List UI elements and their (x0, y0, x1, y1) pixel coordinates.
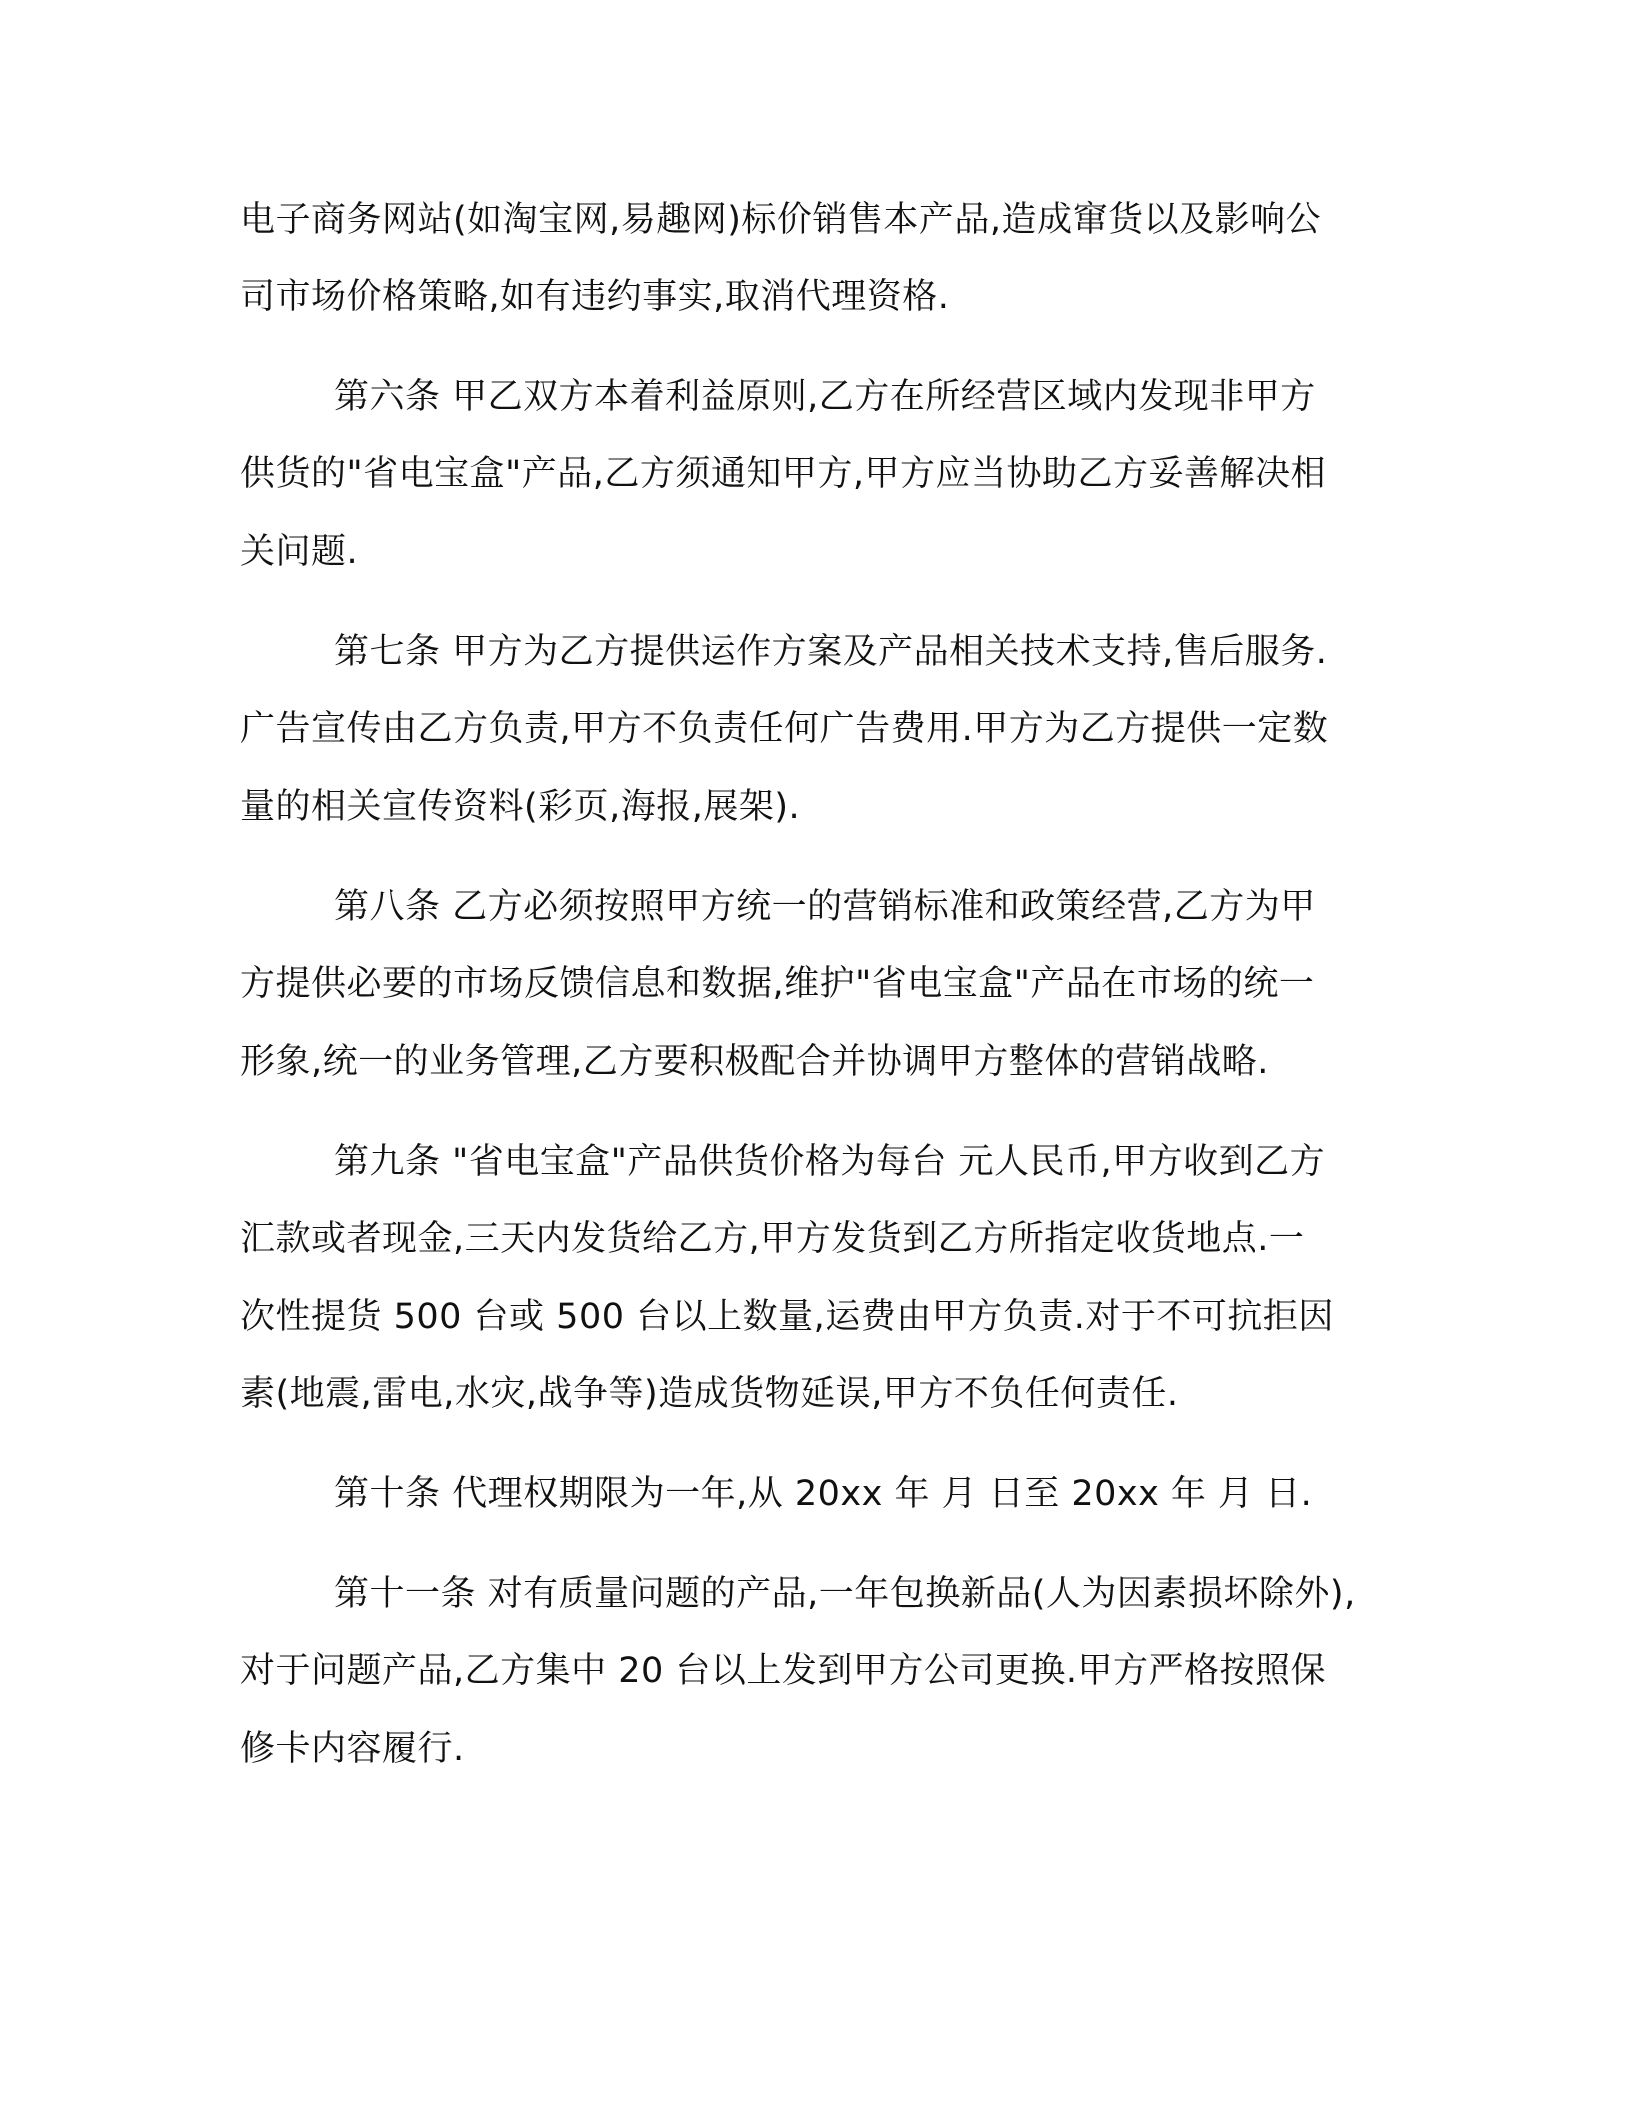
text-line: 广告宣传由乙方负责,甲方不负责任何广告费用.甲方为乙方提供一定数 (240, 709, 1329, 749)
article-7-heading-line: 第七条 甲方为乙方提供运作方案及产品相关技术支持,售后服务. (334, 632, 1328, 672)
article-9-heading-line: 第九条 "省电宝盒"产品供货价格为每台 元人民币,甲方收到乙方 (334, 1142, 1326, 1182)
text-line: 方提供必要的市场反馈信息和数据,维护"省电宝盒"产品在市场的统一 (240, 964, 1315, 1004)
text-line: 对于问题产品,乙方集中 20 台以上发到甲方公司更换.甲方严格按照保 (240, 1651, 1327, 1691)
text-line: 关问题. (240, 532, 359, 572)
text-line: 形象,统一的业务管理,乙方要积极配合并协调甲方整体的营销战略. (240, 1042, 1269, 1082)
article-11-heading-line: 第十一条 对有质量问题的产品,一年包换新品(人为因素损坏除外), (334, 1574, 1356, 1614)
text-line: 汇款或者现金,三天内发货给乙方,甲方发货到乙方所指定收货地点.一 (240, 1219, 1305, 1259)
text-line: 量的相关宣传资料(彩页,海报,展架). (240, 787, 801, 827)
text-line: 司市场价格策略,如有违约事实,取消代理资格. (240, 277, 950, 317)
article-8-heading-line: 第八条 乙方必须按照甲方统一的营销标准和政策经营,乙方为甲 (334, 887, 1316, 927)
article-10-heading-line: 第十条 代理权期限为一年,从 20xx 年 月 日至 20xx 年 月 日. (334, 1474, 1313, 1514)
article-6-heading-line: 第六条 甲乙双方本着利益原则,乙方在所经营区域内发现非甲方 (334, 377, 1316, 417)
text-line: 次性提货 500 台或 500 台以上数量,运费由甲方负责.对于不可抗拒因 (240, 1297, 1334, 1337)
text-line: 供货的"省电宝盒"产品,乙方须通知甲方,甲方应当协助乙方妥善解决相 (240, 454, 1326, 494)
text-line: 修卡内容履行. (240, 1729, 465, 1769)
text-line: 素(地震,雷电,水灾,战争等)造成货物延误,甲方不负任何责任. (240, 1374, 1179, 1414)
text-line: 电子商务网站(如淘宝网,易趣网)标价销售本产品,造成窜货以及影响公 (240, 200, 1322, 240)
